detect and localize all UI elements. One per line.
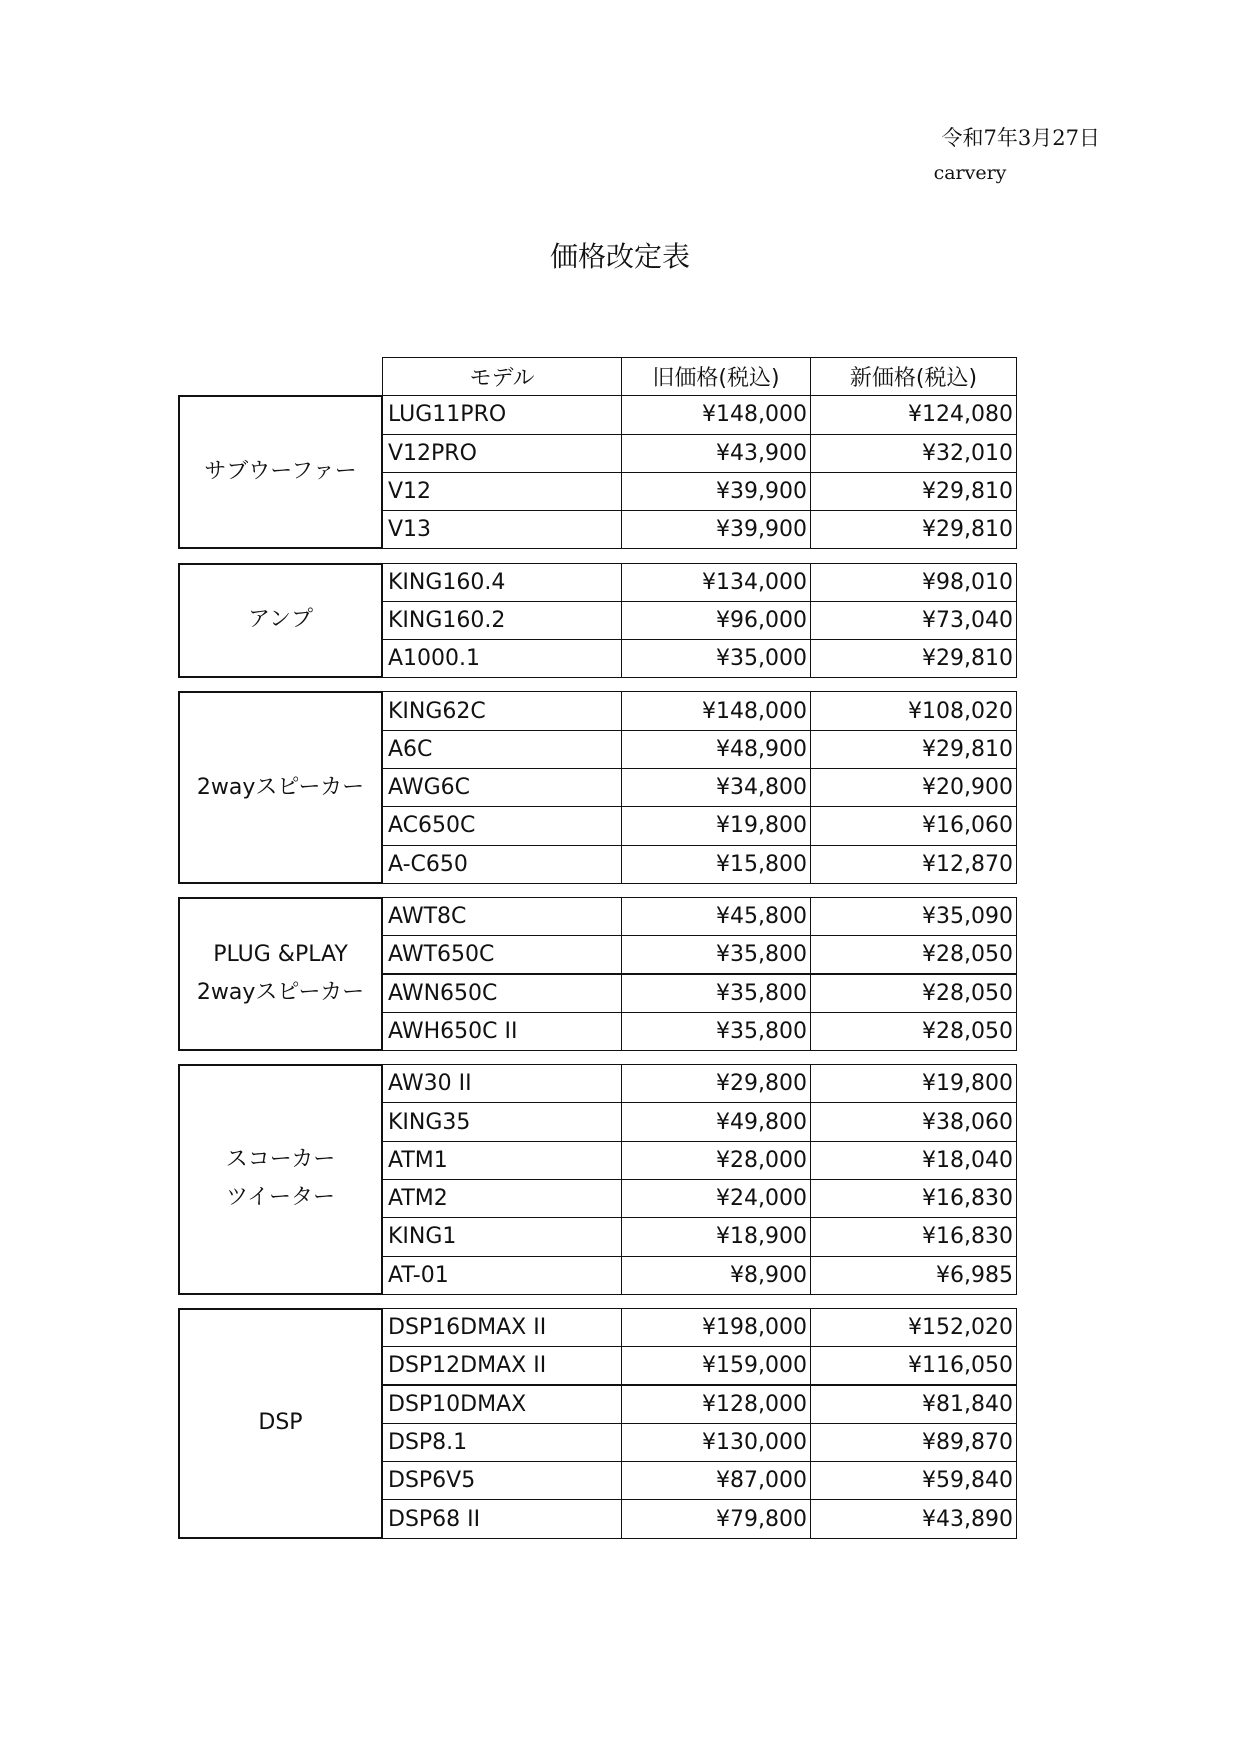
- old-price-cell: ¥35,800: [621, 935, 811, 974]
- model-cell: A1000.1: [382, 639, 622, 678]
- model-cell: KING1: [382, 1217, 622, 1256]
- new-price-cell: ¥12,870: [810, 845, 1017, 884]
- old-price-cell: ¥79,800: [621, 1499, 811, 1538]
- category-cell: [178, 691, 383, 884]
- new-price-cell: ¥108,020: [810, 691, 1017, 730]
- new-price-cell: ¥35,090: [810, 897, 1017, 936]
- new-price-cell: ¥18,040: [810, 1141, 1017, 1180]
- old-price-cell: ¥87,000: [621, 1461, 811, 1500]
- model-cell: DSP6V5: [382, 1461, 622, 1500]
- model-cell: A-C650: [382, 845, 622, 884]
- category-cell: [178, 897, 383, 1051]
- category-label: 2wayスピーカー: [196, 774, 365, 800]
- old-price-cell: ¥128,000: [621, 1385, 811, 1424]
- old-price-cell: ¥15,800: [621, 845, 811, 884]
- old-price-cell: ¥48,900: [621, 730, 811, 769]
- model-cell: AC650C: [382, 806, 622, 845]
- new-price-cell: ¥29,810: [810, 510, 1017, 549]
- model-cell: A6C: [382, 730, 622, 769]
- category-label: PLUG &PLAY: [213, 941, 348, 967]
- model-cell: DSP8.1: [382, 1423, 622, 1462]
- new-price-cell: ¥89,870: [810, 1423, 1017, 1462]
- category-label: スコーカー: [225, 1147, 336, 1173]
- new-price-cell: ¥6,985: [810, 1256, 1017, 1295]
- new-price-cell: ¥16,830: [810, 1179, 1017, 1218]
- model-cell: AWT650C: [382, 935, 622, 974]
- new-price-cell: ¥152,020: [810, 1308, 1017, 1347]
- model-cell: DSP16DMAX II: [382, 1308, 622, 1347]
- header-old-price: 旧価格(税込): [621, 357, 811, 396]
- model-cell: KING160.4: [382, 563, 622, 602]
- model-cell: KING35: [382, 1102, 622, 1141]
- old-price-cell: ¥45,800: [621, 897, 811, 936]
- model-cell: AWN650C: [382, 974, 622, 1013]
- category-label: DSP: [258, 1410, 303, 1436]
- old-price-cell: ¥49,800: [621, 1102, 811, 1141]
- old-price-cell: ¥18,900: [621, 1217, 811, 1256]
- model-cell: KING62C: [382, 691, 622, 730]
- new-price-cell: ¥116,050: [810, 1346, 1017, 1385]
- new-price-cell: ¥32,010: [810, 434, 1017, 473]
- new-price-cell: ¥29,810: [810, 730, 1017, 769]
- company-name: carvery: [933, 162, 1007, 184]
- new-price-cell: ¥73,040: [810, 601, 1017, 640]
- new-price-cell: ¥98,010: [810, 563, 1017, 602]
- old-price-cell: ¥148,000: [621, 691, 811, 730]
- model-cell: V12PRO: [382, 434, 622, 473]
- model-cell: V13: [382, 510, 622, 549]
- new-price-cell: ¥124,080: [810, 395, 1017, 434]
- new-price-cell: ¥29,810: [810, 472, 1017, 511]
- model-cell: AW30 II: [382, 1064, 622, 1103]
- new-price-cell: ¥16,060: [810, 806, 1017, 845]
- category-label: 2wayスピーカー: [196, 979, 365, 1005]
- new-price-cell: ¥29,810: [810, 639, 1017, 678]
- old-price-cell: ¥39,900: [621, 510, 811, 549]
- model-cell: DSP12DMAX II: [382, 1346, 622, 1385]
- model-cell: ATM2: [382, 1179, 622, 1218]
- new-price-cell: ¥59,840: [810, 1461, 1017, 1500]
- new-price-cell: ¥28,050: [810, 974, 1017, 1013]
- old-price-cell: ¥96,000: [621, 601, 811, 640]
- old-price-cell: ¥134,000: [621, 563, 811, 602]
- document-title: 価格改定表: [549, 240, 690, 273]
- old-price-cell: ¥35,000: [621, 639, 811, 678]
- new-price-cell: ¥38,060: [810, 1102, 1017, 1141]
- old-price-cell: ¥35,800: [621, 974, 811, 1013]
- old-price-cell: ¥35,800: [621, 1012, 811, 1051]
- old-price-cell: ¥8,900: [621, 1256, 811, 1295]
- model-cell: DSP10DMAX: [382, 1385, 622, 1424]
- old-price-cell: ¥198,000: [621, 1308, 811, 1347]
- category-label: サブウーファー: [204, 459, 357, 485]
- new-price-cell: ¥28,050: [810, 935, 1017, 974]
- model-cell: DSP68 II: [382, 1499, 622, 1538]
- category-cell: [178, 1064, 383, 1295]
- new-price-cell: ¥20,900: [810, 768, 1017, 807]
- model-cell: AT-01: [382, 1256, 622, 1295]
- header-model: モデル: [382, 357, 622, 396]
- old-price-cell: ¥39,900: [621, 472, 811, 511]
- old-price-cell: ¥159,000: [621, 1346, 811, 1385]
- old-price-cell: ¥130,000: [621, 1423, 811, 1462]
- new-price-cell: ¥43,890: [810, 1499, 1017, 1538]
- new-price-cell: ¥81,840: [810, 1385, 1017, 1424]
- new-price-cell: ¥16,830: [810, 1217, 1017, 1256]
- old-price-cell: ¥29,800: [621, 1064, 811, 1103]
- category-cell: [178, 563, 383, 679]
- category-cell: [178, 395, 383, 549]
- model-cell: ATM1: [382, 1141, 622, 1180]
- category-label: ツイーター: [226, 1185, 335, 1211]
- category-label: アンプ: [247, 607, 314, 633]
- model-cell: AWG6C: [382, 768, 622, 807]
- new-price-cell: ¥28,050: [810, 1012, 1017, 1051]
- new-price-cell: ¥19,800: [810, 1064, 1017, 1103]
- old-price-cell: ¥148,000: [621, 395, 811, 434]
- model-cell: V12: [382, 472, 622, 511]
- model-cell: AWT8C: [382, 897, 622, 936]
- category-cell: [178, 1308, 383, 1539]
- old-price-cell: ¥43,900: [621, 434, 811, 473]
- document-date: 令和7年3月27日: [941, 126, 1100, 150]
- old-price-cell: ¥24,000: [621, 1179, 811, 1218]
- model-cell: LUG11PRO: [382, 395, 622, 434]
- old-price-cell: ¥19,800: [621, 806, 811, 845]
- old-price-cell: ¥34,800: [621, 768, 811, 807]
- header-new-price: 新価格(税込): [810, 357, 1017, 396]
- old-price-cell: ¥28,000: [621, 1141, 811, 1180]
- model-cell: AWH650C II: [382, 1012, 622, 1051]
- model-cell: KING160.2: [382, 601, 622, 640]
